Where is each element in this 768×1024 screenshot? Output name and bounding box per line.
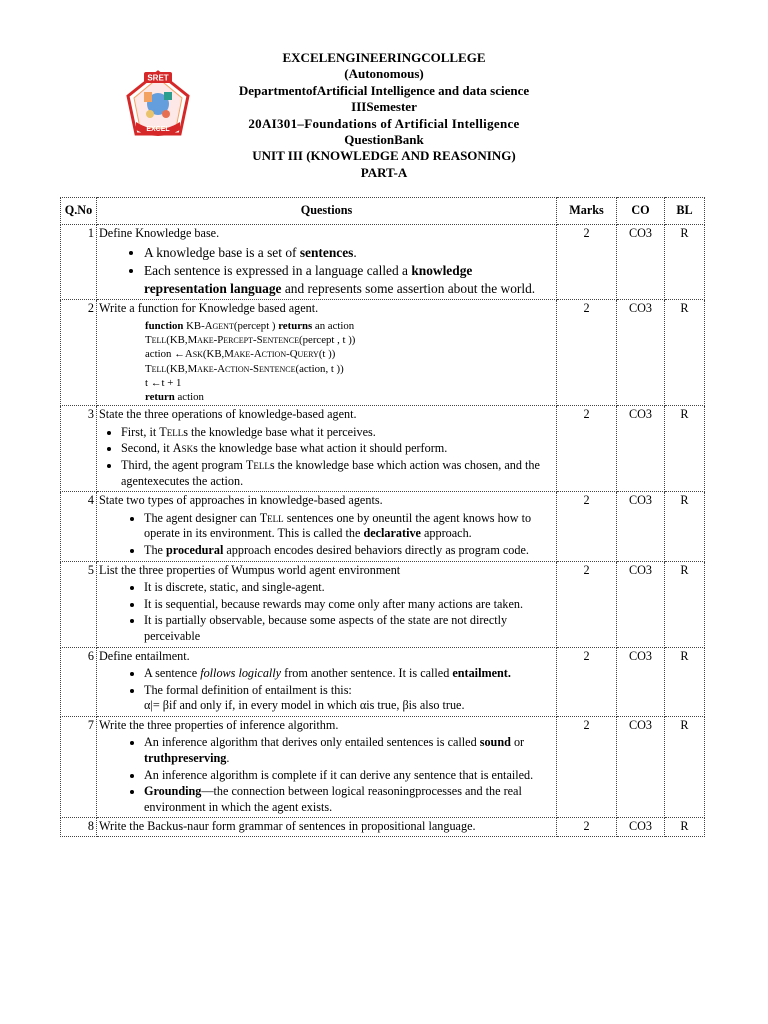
question-cell — [97, 406, 557, 492]
question-number: 8 — [61, 818, 97, 837]
list-item: • The procedural approach encodes desired behaviors directly as program code. — [144, 543, 554, 559]
table-row — [61, 406, 705, 492]
marks-cell: 2 — [557, 300, 617, 406]
question-text: State the three operations of knowledge-based agent. — [99, 407, 357, 422]
department-name: DepartmentofArtificial Intelligence and data science — [238, 82, 530, 98]
question-text: Define entailment. — [99, 648, 190, 663]
co-cell: CO3 — [617, 647, 665, 716]
list-item: • First, it Tells the knowledge base what it perceives. — [121, 425, 554, 441]
table-row — [61, 561, 705, 647]
table-row — [61, 818, 705, 837]
question-text: Write a function for Knowledge based agent. — [99, 301, 319, 316]
question-cell — [97, 818, 557, 837]
bl-cell: R — [665, 818, 705, 837]
marks-cell: 2 — [557, 716, 617, 818]
co-cell: CO3 — [617, 225, 665, 300]
list-item: • An inference algorithm that derives only entailed sentences is called sound or truthpreserving. — [144, 735, 554, 766]
question-number: 5 — [61, 561, 97, 647]
header-co: CO — [617, 198, 665, 225]
co-cell: CO3 — [617, 300, 665, 406]
list-item: • An inference algorithm is complete if it can derive any sentence that is entailed. — [144, 768, 554, 784]
question-text: Define Knowledge base. — [99, 226, 220, 240]
header-questions: Questions — [97, 198, 557, 225]
course-title: 20AI301–Foundations of Artificial Intelligence — [248, 115, 520, 131]
college-name: EXCELENGINEERINGCOLLEGE — [282, 50, 486, 65]
marks-cell: 2 — [557, 818, 617, 837]
marks-cell: 2 — [557, 561, 617, 647]
question-table — [60, 197, 705, 837]
list-item: • It is discrete, static, and single-agent. — [144, 580, 554, 596]
question-number: 1 — [61, 225, 97, 300]
bl-cell: R — [665, 716, 705, 818]
table-row — [61, 716, 705, 818]
question-number: 6 — [61, 647, 97, 716]
bl-cell: R — [665, 561, 705, 647]
question-cell — [97, 561, 557, 647]
bl-cell: R — [665, 492, 705, 561]
table-row — [61, 492, 705, 561]
question-text: State two types of approaches in knowledge-based agents. — [99, 493, 383, 508]
co-cell: CO3 — [617, 561, 665, 647]
unit-title: UNIT III (KNOWLEDGE AND REASONING) — [252, 148, 516, 164]
table-row — [61, 647, 705, 716]
question-number: 2 — [61, 300, 97, 406]
question-text: Write the three properties of inference algorithm. — [99, 717, 339, 732]
list-item: • Each sentence is expressed in a language called a knowledge representation language and represents some assertion about the world. — [144, 262, 554, 297]
list-item: • A sentence follows logically from another sentence. It is called entailment. — [144, 666, 554, 682]
table-row — [61, 225, 705, 300]
question-cell — [97, 716, 557, 818]
question-number: 4 — [61, 492, 97, 561]
table-header-row — [61, 198, 705, 225]
list-item: • Third, the agent program Tells the knowledge base which action was chosen, and the agentexecutes the action. — [121, 458, 554, 489]
table-row — [61, 300, 705, 406]
question-cell — [97, 300, 557, 406]
question-text: List the three properties of Wumpus world agent environment — [99, 562, 401, 577]
logo-bottom-text: EXCEL — [146, 126, 170, 133]
list-item: • Second, it Asks the knowledge base what action it should perform. — [121, 441, 554, 457]
question-bank-label: QuestionBank — [344, 132, 424, 148]
bl-cell: R — [665, 300, 705, 406]
logo-top-text: SRET — [147, 73, 169, 83]
semester-label: IIISemester — [351, 99, 417, 115]
bl-cell: R — [665, 225, 705, 300]
list-item: • It is sequential, because rewards may come only after many actions are taken. — [144, 597, 554, 613]
list-item: • The formal definition of entailment is this: α|= βif and only if, in every model in which αis true, βis also true. — [144, 683, 554, 714]
co-cell: CO3 — [617, 818, 665, 837]
question-number: 3 — [61, 406, 97, 492]
co-cell: CO3 — [617, 492, 665, 561]
list-item: • Grounding—the connection between logical reasoningprocesses and the real environment in which the agent exists. — [144, 784, 554, 815]
college-logo — [126, 70, 190, 138]
question-text: Write the Backus-naur form grammar of sentences in propositional language. — [99, 819, 476, 834]
bl-cell: R — [665, 647, 705, 716]
question-cell — [97, 492, 557, 561]
part-label: PART-A — [360, 164, 408, 180]
header-qno: Q.No — [61, 198, 97, 225]
co-cell: CO3 — [617, 716, 665, 818]
list-item: • It is partially observable, because some aspects of the state are not directly perceivable — [144, 613, 554, 644]
question-cell — [97, 647, 557, 716]
marks-cell: 2 — [557, 406, 617, 492]
marks-cell: 2 — [557, 225, 617, 300]
header-bl: BL — [665, 198, 705, 225]
bl-cell: R — [665, 406, 705, 492]
question-cell — [97, 225, 557, 300]
question-number: 7 — [61, 716, 97, 818]
autonomous-label: (Autonomous) — [344, 66, 424, 82]
list-item: • A knowledge base is a set of sentences. — [144, 244, 554, 262]
document-header — [0, 50, 768, 181]
header-marks: Marks — [557, 198, 617, 225]
marks-cell: 2 — [557, 647, 617, 716]
list-item: • The agent designer can Tell sentences one by oneuntil the agent knows how to operate in its environment. This is called the declarative approach. — [144, 511, 554, 542]
marks-cell: 2 — [557, 492, 617, 561]
co-cell: CO3 — [617, 406, 665, 492]
pseudocode-block: function KB-Agent(percept ) returns an action Tell(KB,Make-Percept-Sentence(percept , t )) action ←Ask(KB,Make-Action-Query(t )) Tell(KB,Make-Action-Sentence(action, t )) t ←t + 1 return action — [145, 319, 356, 403]
